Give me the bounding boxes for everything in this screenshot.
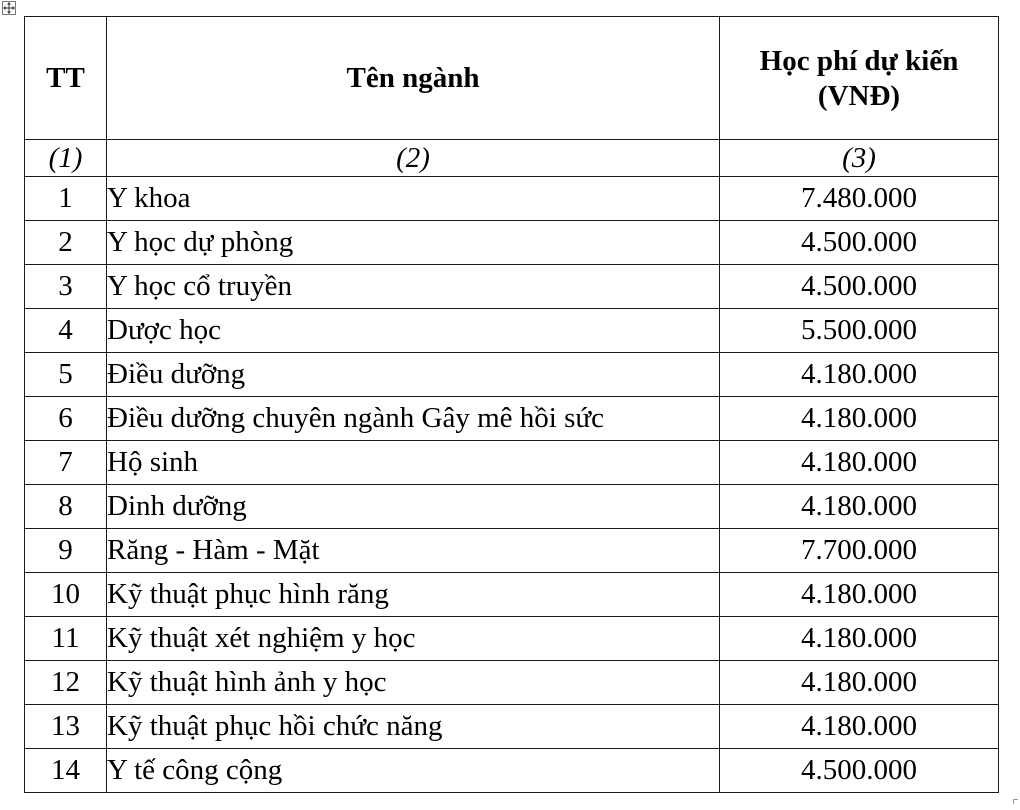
row-number-cell: 6 bbox=[25, 397, 107, 441]
tuition-fee-cell: 4.180.000 bbox=[720, 573, 999, 617]
table-row bbox=[25, 617, 999, 661]
table-move-handle-icon[interactable] bbox=[2, 1, 16, 15]
major-name-cell: Điều dưỡng bbox=[107, 353, 720, 397]
major-name-cell: Dược học bbox=[107, 309, 720, 353]
table-row bbox=[25, 353, 999, 397]
major-name-cell: Kỹ thuật phục hồi chức năng bbox=[107, 705, 720, 749]
table-row bbox=[25, 529, 999, 573]
row-number-cell: 9 bbox=[25, 529, 107, 573]
tuition-fee-cell: 4.180.000 bbox=[720, 441, 999, 485]
table-row bbox=[25, 661, 999, 705]
tuition-fee-cell: 4.180.000 bbox=[720, 397, 999, 441]
table-resize-handle-icon[interactable] bbox=[1013, 799, 1018, 804]
row-number-cell: 1 bbox=[25, 177, 107, 221]
table-row bbox=[25, 265, 999, 309]
table-row bbox=[25, 485, 999, 529]
column-number-2: (2) bbox=[107, 140, 720, 177]
major-name-cell: Hộ sinh bbox=[107, 441, 720, 485]
tuition-fee-table bbox=[24, 16, 999, 793]
row-number-cell: 3 bbox=[25, 265, 107, 309]
table-row bbox=[25, 177, 999, 221]
table-row bbox=[25, 705, 999, 749]
tuition-fee-cell: 4.180.000 bbox=[720, 705, 999, 749]
row-number-cell: 5 bbox=[25, 353, 107, 397]
major-name-cell: Kỹ thuật hình ảnh y học bbox=[107, 661, 720, 705]
tuition-fee-cell: 4.180.000 bbox=[720, 617, 999, 661]
row-number-cell: 8 bbox=[25, 485, 107, 529]
table-row bbox=[25, 221, 999, 265]
major-name-cell: Dinh dưỡng bbox=[107, 485, 720, 529]
table-row bbox=[25, 397, 999, 441]
header-tuition-fee bbox=[720, 17, 999, 140]
header-fee-line1: Học phí dự kiến bbox=[759, 44, 959, 77]
tuition-fee-cell: 4.180.000 bbox=[720, 485, 999, 529]
row-number-cell: 14 bbox=[25, 749, 107, 793]
major-name-cell: Răng - Hàm - Mặt bbox=[107, 529, 720, 573]
major-name-cell: Y học dự phòng bbox=[107, 221, 720, 265]
tuition-fee-cell: 7.700.000 bbox=[720, 529, 999, 573]
row-number-cell: 2 bbox=[25, 221, 107, 265]
column-number-3: (3) bbox=[720, 140, 999, 177]
tuition-fee-cell: 4.500.000 bbox=[720, 265, 999, 309]
table-row bbox=[25, 749, 999, 793]
table-header-row bbox=[25, 17, 999, 140]
column-number-row bbox=[25, 140, 999, 177]
major-name-cell: Y khoa bbox=[107, 177, 720, 221]
row-number-cell: 12 bbox=[25, 661, 107, 705]
major-name-cell: Kỹ thuật xét nghiệm y học bbox=[107, 617, 720, 661]
header-major-name: Tên ngành bbox=[107, 17, 720, 140]
table-row bbox=[25, 441, 999, 485]
row-number-cell: 13 bbox=[25, 705, 107, 749]
row-number-cell: 10 bbox=[25, 573, 107, 617]
tuition-fee-cell: 4.180.000 bbox=[720, 353, 999, 397]
major-name-cell: Điều dưỡng chuyên ngành Gây mê hồi sức bbox=[107, 397, 720, 441]
table-row bbox=[25, 573, 999, 617]
row-number-cell: 7 bbox=[25, 441, 107, 485]
tuition-fee-cell: 4.500.000 bbox=[720, 749, 999, 793]
tuition-fee-cell: 4.180.000 bbox=[720, 661, 999, 705]
major-name-cell: Y tế công cộng bbox=[107, 749, 720, 793]
tuition-fee-cell: 5.500.000 bbox=[720, 309, 999, 353]
header-tt: TT bbox=[25, 17, 107, 140]
tuition-fee-cell: 7.480.000 bbox=[720, 177, 999, 221]
row-number-cell: 4 bbox=[25, 309, 107, 353]
table-row bbox=[25, 309, 999, 353]
column-number-1: (1) bbox=[25, 140, 107, 177]
row-number-cell: 11 bbox=[25, 617, 107, 661]
major-name-cell: Kỹ thuật phục hình răng bbox=[107, 573, 720, 617]
major-name-cell: Y học cổ truyền bbox=[107, 265, 720, 309]
tuition-fee-cell: 4.500.000 bbox=[720, 221, 999, 265]
header-fee-line2: (VNĐ) bbox=[817, 80, 901, 112]
